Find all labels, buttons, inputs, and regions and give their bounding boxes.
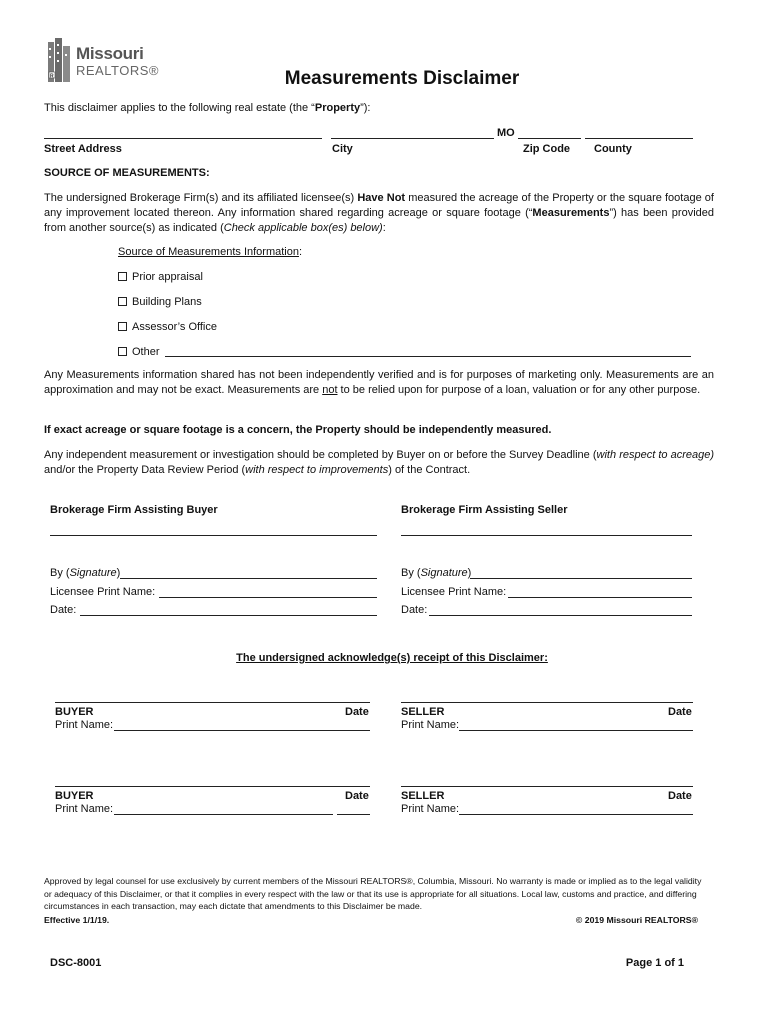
buyer-1-label: BUYER: [55, 706, 94, 718]
svg-text:R: R: [50, 73, 54, 80]
state-mo: MO: [497, 127, 515, 139]
county-label: County: [594, 143, 632, 155]
option-building-plans[interactable]: Building Plans: [118, 295, 202, 310]
buyer-2-date-label: Date: [345, 790, 369, 802]
option-assessors-office[interactable]: Assessor’s Office: [118, 320, 217, 335]
effective-date: Effective 1/1/19.: [44, 915, 110, 925]
other-field[interactable]: [165, 356, 691, 357]
seller-licensee-field[interactable]: [508, 597, 692, 598]
seller-2-date-label: Date: [668, 790, 692, 802]
city-label: City: [332, 143, 353, 155]
seller-1-date-label: Date: [668, 706, 692, 718]
option-prior-appraisal[interactable]: Prior appraisal: [118, 270, 203, 285]
form-id: DSC-8001: [50, 957, 102, 969]
seller-2-print-name-field[interactable]: [459, 814, 693, 815]
buyer-broker-date-label: Date:: [50, 604, 77, 616]
page-title: Measurements Disclaimer: [284, 68, 520, 89]
seller-broker-date-label: Date:: [401, 604, 428, 616]
seller-signature-field[interactable]: [470, 578, 692, 579]
seller-by-signature-label: By (Signature): [401, 567, 472, 579]
building-plans-checkbox[interactable]: [118, 297, 127, 306]
other-checkbox[interactable]: [118, 347, 127, 356]
buyer-2-print-name-field[interactable]: [114, 814, 333, 815]
seller-2-label: SELLER: [401, 790, 445, 802]
buyer-1-print-name-field[interactable]: [114, 730, 370, 731]
buyer-1-date-label: Date: [345, 706, 369, 718]
buyer-2-print-name-label: Print Name:: [55, 803, 114, 815]
buyer-2-label: BUYER: [55, 790, 94, 802]
seller-licensee-label: Licensee Print Name:: [401, 586, 507, 598]
county-field[interactable]: [585, 138, 693, 139]
buyer-2-date-field[interactable]: [337, 814, 370, 815]
buyer-licensee-field[interactable]: [159, 597, 377, 598]
logo-missouri-text: Missouri: [76, 44, 144, 63]
assessors-office-checkbox[interactable]: [118, 322, 127, 331]
source-heading: SOURCE OF MEASUREMENTS:: [44, 167, 210, 179]
city-field[interactable]: [331, 138, 494, 139]
street-address-field[interactable]: [44, 138, 322, 139]
seller-2-print-name-label: Print Name:: [401, 803, 460, 815]
seller-broker-date-field[interactable]: [429, 615, 692, 616]
buyer-signature-field[interactable]: [120, 578, 377, 579]
disclaimer-paragraph-2: Any Measurements information shared has not been independently verified and is for purposes of marketing only. Measurements are an approximation and may not be exact. Measurements are not to be relied upon for purpose of a loan, valuation or for any other purpose.: [44, 369, 714, 396]
seller-brokerage-field[interactable]: [401, 535, 692, 536]
prior-appraisal-checkbox[interactable]: [118, 272, 127, 281]
disclaimer-paragraph-1: The undersigned Brokerage Firm(s) and its affiliated licensee(s) Have Not measured the acreage of the Property or the square footage of any improvement located thereon. Any information shared regarding acreage or square footage (“Measurements”) has been provided from another source(s) as indicated (Check applicable box(es) below):: [44, 192, 714, 234]
buyer-brokerage-title: Brokerage Firm Assisting Buyer: [50, 504, 218, 516]
source-info-label: Source of Measurements Information:: [118, 246, 303, 258]
page-number: Page 1 of 1: [625, 957, 684, 969]
buyer-2-signature-line[interactable]: [55, 786, 370, 787]
logo-realtors-text: REALTORS®: [76, 63, 159, 78]
seller-1-print-name-field[interactable]: [459, 730, 693, 731]
buyer-by-signature-label: By (Signature): [50, 567, 121, 579]
buyer-1-signature-line[interactable]: [55, 702, 370, 703]
buyer-licensee-label: Licensee Print Name:: [50, 586, 156, 598]
seller-1-label: SELLER: [401, 706, 445, 718]
buyer-1-print-name-label: Print Name:: [55, 719, 114, 731]
zip-code-label: Zip Code: [523, 143, 571, 155]
seller-1-signature-line[interactable]: [401, 702, 693, 703]
measurement-warning: If exact acreage or square footage is a concern, the Property should be independently measured.: [44, 424, 552, 436]
disclaimer-paragraph-3: Any independent measurement or investigation should be completed by Buyer on or before the Survey Deadline (with respect to acreage) and/or the Property Data Review Period (with respect to improvements) of the Contract.: [44, 449, 715, 476]
buyer-brokerage-field[interactable]: [50, 535, 377, 536]
street-address-label: Street Address: [44, 143, 122, 155]
seller-1-print-name-label: Print Name:: [401, 719, 460, 731]
seller-2-signature-line[interactable]: [401, 786, 693, 787]
buyer-broker-date-field[interactable]: [80, 615, 377, 616]
option-other[interactable]: Other: [118, 345, 160, 360]
intro-text: This disclaimer applies to the following real estate (the “Property”):: [44, 102, 371, 114]
copyright: © 2019 Missouri REALTORS®: [575, 915, 698, 925]
acknowledgement-heading: The undersigned acknowledge(s) receipt of this Disclaimer:: [236, 652, 548, 664]
seller-brokerage-title: Brokerage Firm Assisting Seller: [401, 504, 568, 516]
legal-approval-text: Approved by legal counsel for use exclusively by current members of the Missouri REALTORS®, Columbia, Missouri. No warranty is made or implied as to the legal validity or adequacy of this Disclaimer, or that it complies in every respect with the law or that its use is appropriate for all situations. Local law, customs and practice, and differing circumstances in each transaction, may each dictate that amendments to this Disclaimer be made.: [44, 876, 702, 911]
zip-code-field[interactable]: [518, 138, 581, 139]
